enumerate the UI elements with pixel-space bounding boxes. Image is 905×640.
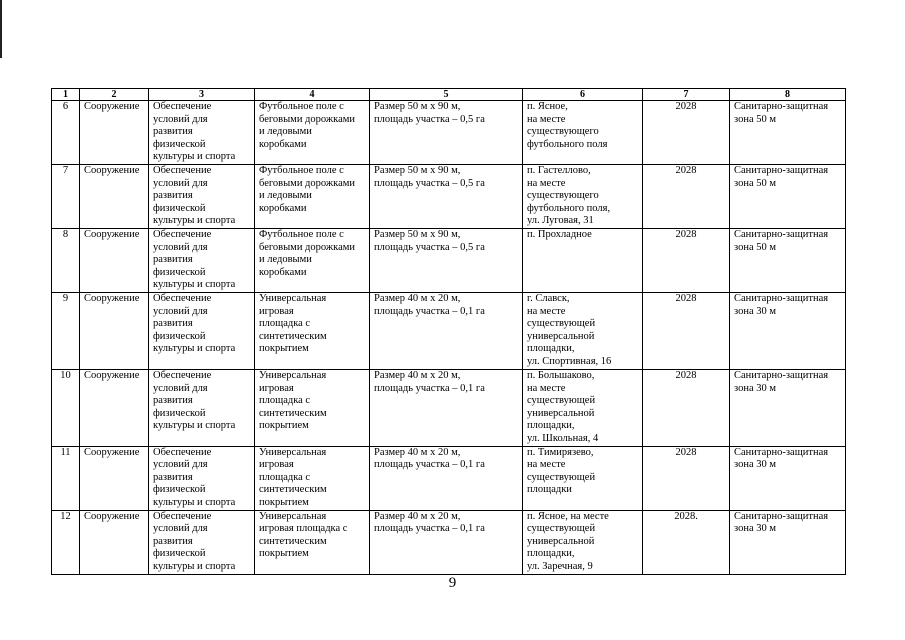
column-header: 6 xyxy=(523,89,643,101)
table-body xyxy=(52,101,846,575)
object-type: Сооружение xyxy=(80,101,149,165)
object-name: Универсальная игровая площадка с синтетическим покрытием xyxy=(255,370,370,447)
table-row xyxy=(52,293,846,370)
object-type: Сооружение xyxy=(80,229,149,293)
parameters: Размер 40 м х 20 м, площадь участка – 0,1 га xyxy=(370,510,523,574)
year: 2028 xyxy=(643,370,730,447)
year: 2028 xyxy=(643,446,730,510)
location: п. Большаково, на месте существующей универсальной площадки, ул. Школьная, 4 xyxy=(523,370,643,447)
table-row xyxy=(52,510,846,574)
object-type: Сооружение xyxy=(80,446,149,510)
object-type: Сооружение xyxy=(80,165,149,229)
location: г. Славск, на месте существующей универсальной площадки, ул. Спортивная, 16 xyxy=(523,293,643,370)
page-number: 9 xyxy=(448,575,457,591)
location: п. Прохладное xyxy=(523,229,643,293)
margin-mark xyxy=(0,0,2,58)
parameters: Размер 50 м х 90 м, площадь участка – 0,5 га xyxy=(370,165,523,229)
row-number: 8 xyxy=(52,229,80,293)
header-row xyxy=(52,89,846,101)
table-header xyxy=(52,89,846,101)
location: п. Ясное, на месте существующего футбольного поля xyxy=(523,101,643,165)
purpose: Обеспечение условий для развития физической культуры и спорта xyxy=(149,229,255,293)
object-type: Сооружение xyxy=(80,370,149,447)
year: 2028 xyxy=(643,101,730,165)
protection-zone: Санитарно-защитная зона 30 м xyxy=(730,293,846,370)
column-header: 2 xyxy=(80,89,149,101)
year: 2028. xyxy=(643,510,730,574)
parameters: Размер 40 м х 20 м, площадь участка – 0,1 га xyxy=(370,293,523,370)
location: п. Гастеллово, на месте существующего футбольного поля, ул. Луговая, 31 xyxy=(523,165,643,229)
purpose: Обеспечение условий для развития физической культуры и спорта xyxy=(149,165,255,229)
purpose: Обеспечение условий для развития физической культуры и спорта xyxy=(149,510,255,574)
location: п. Тимирязево, на месте существующей площадки xyxy=(523,446,643,510)
object-name: Универсальная игровая площадка с синтетическим покрытием xyxy=(255,293,370,370)
year: 2028 xyxy=(643,165,730,229)
protection-zone: Санитарно-защитная зона 50 м xyxy=(730,229,846,293)
object-type: Сооружение xyxy=(80,510,149,574)
purpose: Обеспечение условий для развития физической культуры и спорта xyxy=(149,446,255,510)
row-number: 9 xyxy=(52,293,80,370)
purpose: Обеспечение условий для развития физической культуры и спорта xyxy=(149,293,255,370)
protection-zone: Санитарно-защитная зона 30 м xyxy=(730,370,846,447)
row-number: 6 xyxy=(52,101,80,165)
year: 2028 xyxy=(643,229,730,293)
table-row xyxy=(52,229,846,293)
column-header: 7 xyxy=(643,89,730,101)
column-header: 8 xyxy=(730,89,846,101)
row-number: 11 xyxy=(52,446,80,510)
parameters: Размер 50 м х 90 м, площадь участка – 0,5 га xyxy=(370,101,523,165)
table-row xyxy=(52,165,846,229)
object-name: Универсальная игровая площадка с синтетическим покрытием xyxy=(255,446,370,510)
table-row xyxy=(52,446,846,510)
protection-zone: Санитарно-защитная зона 30 м xyxy=(730,446,846,510)
object-type: Сооружение xyxy=(80,293,149,370)
object-name: Футбольное поле с беговыми дорожками и ледовыми коробками xyxy=(255,165,370,229)
protection-zone: Санитарно-защитная зона 50 м xyxy=(730,101,846,165)
object-name: Футбольное поле с беговыми дорожками и ледовыми коробками xyxy=(255,229,370,293)
object-name: Футбольное поле с беговыми дорожками и ледовыми коробками xyxy=(255,101,370,165)
purpose: Обеспечение условий для развития физической культуры и спорта xyxy=(149,370,255,447)
column-header: 5 xyxy=(370,89,523,101)
parameters: Размер 40 м х 20 м, площадь участка – 0,1 га xyxy=(370,446,523,510)
table-row xyxy=(52,370,846,447)
table-row xyxy=(52,101,846,165)
column-header: 4 xyxy=(255,89,370,101)
year: 2028 xyxy=(643,293,730,370)
facilities-table xyxy=(51,88,846,575)
row-number: 12 xyxy=(52,510,80,574)
row-number: 7 xyxy=(52,165,80,229)
column-header: 3 xyxy=(149,89,255,101)
location: п. Ясное, на месте существующей универсальной площадки, ул. Заречная, 9 xyxy=(523,510,643,574)
protection-zone: Санитарно-защитная зона 30 м xyxy=(730,510,846,574)
row-number: 10 xyxy=(52,370,80,447)
protection-zone: Санитарно-защитная зона 50 м xyxy=(730,165,846,229)
parameters: Размер 50 м х 90 м, площадь участка – 0,5 га xyxy=(370,229,523,293)
parameters: Размер 40 м х 20 м, площадь участка – 0,1 га xyxy=(370,370,523,447)
column-header: 1 xyxy=(52,89,80,101)
purpose: Обеспечение условий для развития физической культуры и спорта xyxy=(149,101,255,165)
object-name: Универсальная игровая площадка с синтетическим покрытием xyxy=(255,510,370,574)
